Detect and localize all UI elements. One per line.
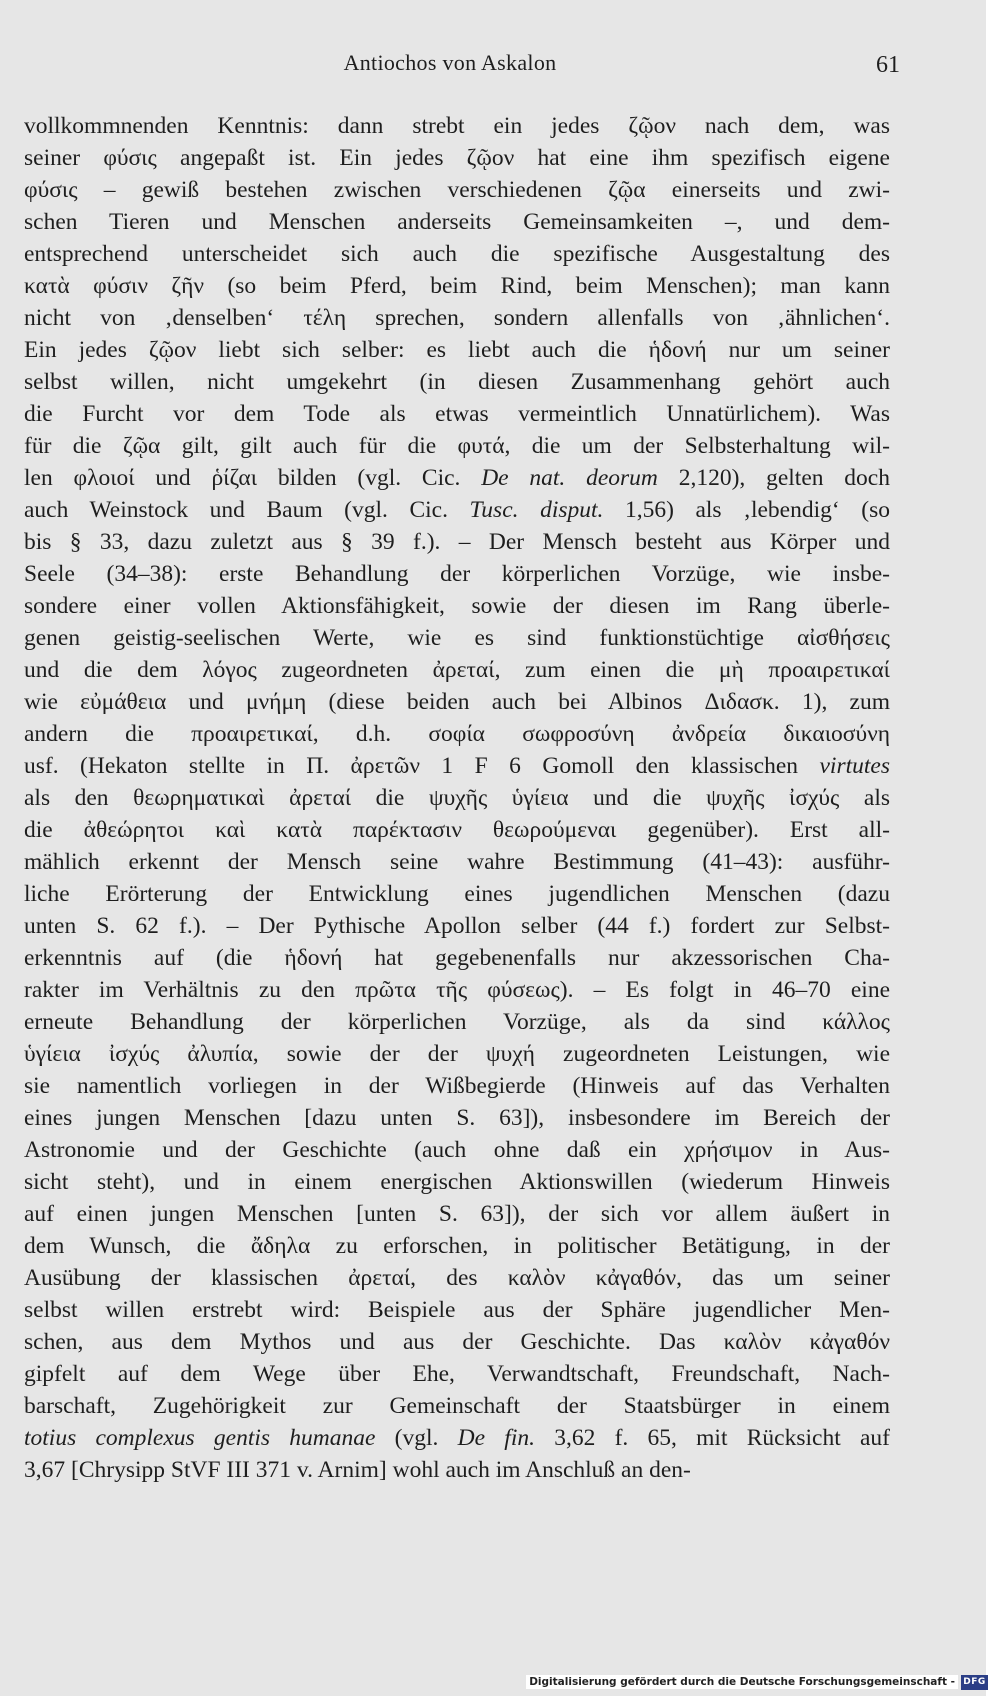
text-line [24, 1262, 890, 1294]
page-number: 61 [876, 52, 900, 78]
text-segment: φύσις – gewiß bestehen zwischen verschiedenen ζῷα einerseits und zwi- [24, 177, 890, 203]
text-segment: entsprechend unterscheidet sich auch die spezifische Ausgestaltung des [24, 241, 890, 267]
text-line [24, 1390, 890, 1422]
text-line [24, 910, 890, 942]
text-segment: nicht von ‚denselben‘ τέλη sprechen, sondern allenfalls von ‚ähnlichen‘. [24, 305, 890, 331]
italic-text: De fin. [457, 1425, 535, 1451]
text-segment: 3,67 [Chrysipp StVF III 371 v. Arnim] wohl auch im Anschluß an den- [24, 1457, 691, 1483]
text-line [24, 1198, 890, 1230]
text-line [24, 1230, 890, 1262]
text-segment: als den θεωρηματικαὶ ἀρεταί die ψυχῆς ὑγίεια und die ψυχῆς ἰσχύς als [24, 785, 890, 811]
text-line [24, 654, 890, 686]
text-line [24, 494, 890, 526]
text-line [24, 1166, 890, 1198]
text-segment: schen, aus dem Mythos und aus der Geschichte. Das καλὸν κἀγαθόν [24, 1329, 890, 1355]
text-segment: usf. (Hekaton stellte in Π. ἀρετῶν 1 F 6 Gomoll den klassischen [24, 753, 820, 779]
text-line [24, 174, 890, 206]
text-segment: Seele (34–38): erste Behandlung der körperlichen Vorzüge, wie insbe- [24, 561, 890, 587]
text-segment: selbst willen erstrebt wird: Beispiele aus der Sphäre jugendlicher Men- [24, 1297, 890, 1323]
text-segment: gipfelt auf dem Wege über Ehe, Verwandtschaft, Freundschaft, Nach- [24, 1361, 890, 1387]
text-line [24, 142, 890, 174]
text-line [24, 974, 890, 1006]
italic-text: virtutes [819, 753, 890, 779]
body-text [24, 110, 890, 1486]
text-line [24, 1358, 890, 1390]
text-line [24, 462, 890, 494]
text-line [24, 686, 890, 718]
text-line [24, 526, 890, 558]
text-segment: 2,120), gelten doch [657, 465, 890, 491]
text-segment: genen geistig-seelischen Werte, wie es sind funktionstüchtige αἰσθήσεις [24, 625, 890, 651]
text-segment: sicht steht), und in einem energischen Aktionswillen (wiederum Hinweis [24, 1169, 890, 1195]
text-line [24, 846, 890, 878]
text-segment: sie namentlich vorliegen in der Wißbegierde (Hinweis auf das Verhalten [24, 1073, 890, 1099]
text-segment: selbst willen, nicht umgekehrt (in diesen Zusammenhang gehört auch [24, 369, 890, 395]
text-segment: rakter im Verhältnis zu den πρῶτα τῆς φύσεως). – Es folgt in 46–70 eine [24, 977, 890, 1003]
text-line [24, 1326, 890, 1358]
text-line [24, 1454, 890, 1486]
text-segment: (vgl. [375, 1425, 458, 1451]
text-line [24, 750, 890, 782]
text-segment: unten S. 62 f.). – Der Pythische Apollon selber (44 f.) fordert zur Selbst- [24, 913, 890, 939]
text-line [24, 430, 890, 462]
text-segment: seiner φύσις angepaßt ist. Ein jedes ζῷον hat eine ihm spezifisch eigene [24, 145, 890, 171]
text-segment: Ein jedes ζῷον liebt sich selber: es liebt auch die ἡδονή nur um seiner [24, 337, 890, 363]
text-segment: eines jungen Menschen [dazu unten S. 63]), insbesondere im Bereich der [24, 1105, 890, 1131]
text-segment: barschaft, Zugehörigkeit zur Gemeinschaft der Staatsbürger in einem [24, 1393, 890, 1419]
text-segment: mählich erkennt der Mensch seine wahre Bestimmung (41–43): ausführ- [24, 849, 890, 875]
text-segment: andern die προαιρετικαί, d.h. σοφία σωφροσύνη ἀνδρεία δικαιοσύνη [24, 721, 890, 747]
text-segment: 3,62 f. 65, mit Rücksicht auf [534, 1425, 890, 1451]
text-line [24, 270, 890, 302]
scan-margin [986, 0, 1000, 1696]
text-segment: und die dem λόγος zugeordneten ἀρεταί, zum einen die μὴ προαιρετικαί [24, 657, 890, 683]
text-line [24, 1070, 890, 1102]
header-title: Antiochos von Askalon [343, 50, 557, 75]
text-line [24, 782, 890, 814]
text-segment: Astronomie und der Geschichte (auch ohne daß ein χρήσιμον in Aus- [24, 1137, 890, 1163]
text-segment: die ἀθεώρητοι καὶ κατὰ παρέκτασιν θεωρούμεναι gegenüber). Erst all- [24, 817, 890, 843]
text-segment: wie εὐμάθεια und μνήμη (diese beiden auch bei Albinos Διδασκ. 1), zum [24, 689, 890, 715]
dfg-logo: DFG [961, 1675, 988, 1690]
text-line [24, 558, 890, 590]
text-line [24, 942, 890, 974]
italic-text: totius complexus gentis humanae [24, 1425, 376, 1451]
text-segment: dem Wunsch, die ἄδηλα zu erforschen, in politischer Betätigung, in der [24, 1233, 890, 1259]
text-segment: schen Tieren und Menschen anderseits Gemeinsamkeiten –, und dem- [24, 209, 890, 235]
text-segment: 1,56) als ‚lebendig‘ (so [603, 497, 890, 523]
text-line [24, 334, 890, 366]
text-segment: κατὰ φύσιν ζῆν (so beim Pferd, beim Rind, beim Menschen); man kann [24, 273, 890, 299]
text-line [24, 1134, 890, 1166]
text-line [24, 814, 890, 846]
running-header [0, 50, 900, 80]
text-segment: sondere einer vollen Aktionsfähigkeit, sowie der diesen im Rang überle- [24, 593, 890, 619]
text-segment: liche Erörterung der Entwicklung eines jugendlichen Menschen (dazu [24, 881, 890, 907]
text-line [24, 238, 890, 270]
text-line [24, 590, 890, 622]
text-line [24, 206, 890, 238]
text-line [24, 718, 890, 750]
text-segment: Ausübung der klassischen ἀρεταί, des καλὸν κἀγαθόν, das um seiner [24, 1265, 890, 1291]
text-line [24, 622, 890, 654]
text-segment: für die ζῷα gilt, gilt auch für die φυτά, die um der Selbsterhaltung wil- [24, 433, 890, 459]
italic-text: Tusc. disput. [469, 497, 604, 523]
text-segment: die Furcht vor dem Tode als etwas vermeintlich Unnatürlichem). Was [24, 401, 890, 427]
text-line [24, 1006, 890, 1038]
digitization-credit: Digitalisierung gefördert durch die Deutsche Forschungsgemeinschaft - [526, 1675, 958, 1689]
text-line [24, 1102, 890, 1134]
text-segment: len φλοιοί und ῥίζαι bilden (vgl. Cic. [24, 465, 482, 491]
text-segment: vollkommnenden Kenntnis: dann strebt ein jedes ζῷον nach dem, was [24, 113, 890, 139]
text-line [24, 1422, 890, 1454]
text-line [24, 398, 890, 430]
text-segment: erkenntnis auf (die ἡδονή hat gegebenenfalls nur akzessorischen Cha- [24, 945, 890, 971]
text-segment: auf einen jungen Menschen [unten S. 63]), der sich vor allem äußert in [24, 1201, 890, 1227]
text-line [24, 302, 890, 334]
text-segment: ὑγίεια ἰσχύς ἀλυπία, sowie der der ψυχή zugeordneten Leistungen, wie [24, 1041, 890, 1067]
text-line [24, 878, 890, 910]
text-segment: bis § 33, dazu zuletzt aus § 39 f.). – Der Mensch besteht aus Körper und [24, 529, 890, 555]
text-segment: auch Weinstock und Baum (vgl. Cic. [24, 497, 470, 523]
text-line [24, 1294, 890, 1326]
text-line [24, 1038, 890, 1070]
text-segment: erneute Behandlung der körperlichen Vorzüge, als da sind κάλλος [24, 1009, 890, 1035]
text-line [24, 110, 890, 142]
text-line [24, 366, 890, 398]
italic-text: De nat. deorum [481, 465, 658, 491]
